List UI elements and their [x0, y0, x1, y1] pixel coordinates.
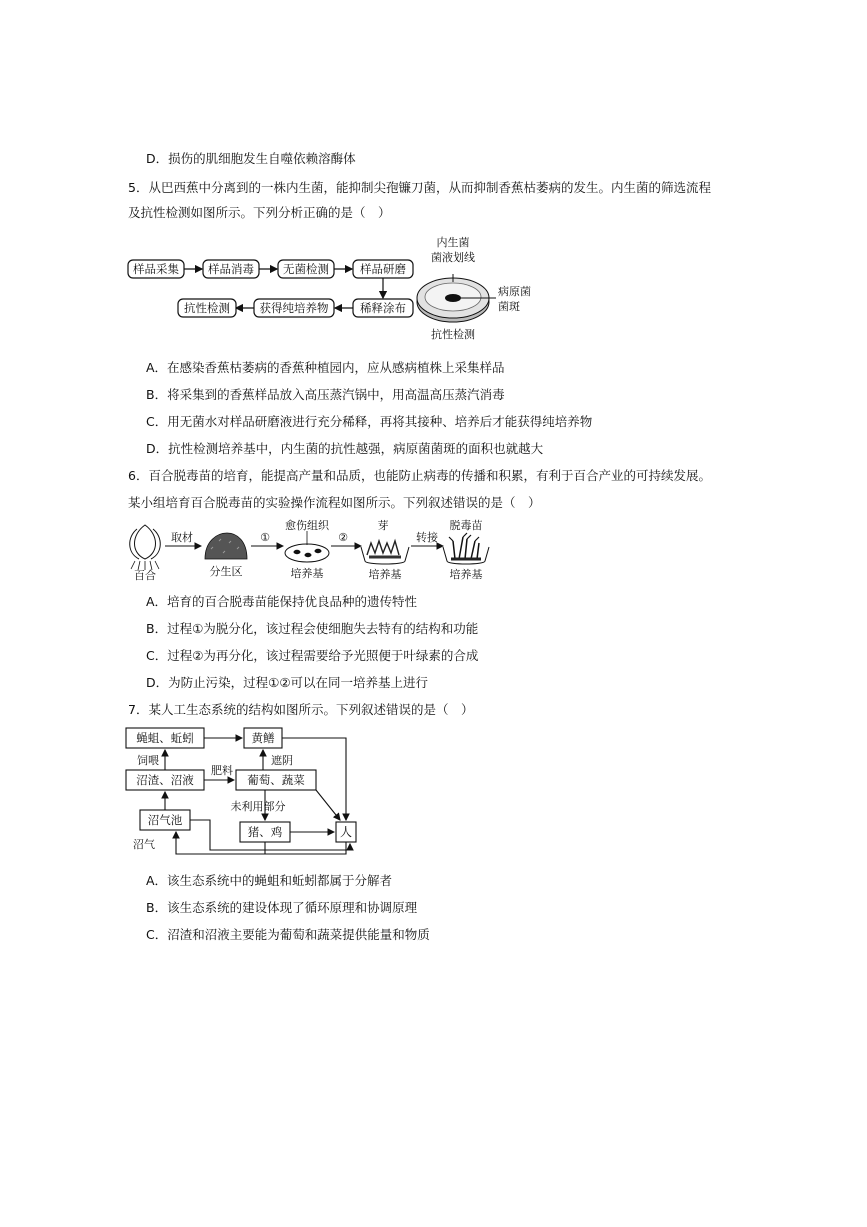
q6-label-step1: ① [260, 531, 270, 544]
q6-option-c: C．过程②为再分化，该过程需要给予光照便于叶绿素的合成 [146, 648, 479, 663]
svg-text:抗性检测: 抗性检测 [184, 301, 230, 315]
q5-pathogen-spot [445, 294, 461, 302]
q6-label-lily: 百合 [134, 569, 156, 582]
lily-bulb-icon [130, 525, 161, 570]
svg-text:猪、鸡: 猪、鸡 [247, 825, 283, 839]
q5-dish-label-right1: 病原菌 [498, 285, 531, 298]
q6-figure [125, 519, 495, 584]
q5-stem-line1: 5．从巴西蕉中分离到的一株内生菌，能抑制尖孢镰刀菌，从而抑制香蕉枯萎病的发生。内生菌的筛选流程 [128, 180, 711, 195]
q7-label-feed: 饲喂 [137, 754, 159, 767]
q6-option-b: B．过程①为脱分化，该过程会使细胞失去特有的结构和功能 [146, 621, 479, 636]
meristem-tissue-icon [205, 533, 247, 559]
q5-flow-step7 [178, 299, 236, 317]
q5-option-b: B．将采集到的香蕉样品放入高压蒸汽锅中，用高温高压蒸汽消毒 [146, 387, 505, 402]
q7-label-unused: 未利用部分 [230, 800, 286, 813]
q7-option-a: A．该生态系统中的蝇蛆和蚯蚓都属于分解者 [146, 873, 393, 888]
svg-text:样品研磨: 样品研磨 [360, 262, 406, 276]
q7-stem: 7．某人工生态系统的结构如图所示。下列叙述错误的是（ ） [128, 702, 474, 717]
q5-flow-step1 [128, 260, 184, 278]
q7-box-slurry [126, 770, 204, 790]
q7-option-c: C．沼渣和沼液主要能为葡萄和蔬菜提供能量和物质 [146, 927, 430, 942]
q5-option-a: A．在感染香蕉枯萎病的香蕉种植园内，应从感病植株上采集样品 [146, 360, 505, 375]
q7-label-biogas: 沼气 [133, 838, 155, 851]
q4-option-d: D．损伤的肌细胞发生自噬依赖溶酶体 [146, 151, 356, 166]
svg-text:人: 人 [339, 825, 353, 839]
q5-stem-line2: 及抗性检测如图所示。下列分析正确的是（ ） [128, 205, 391, 220]
svg-text:葡萄、蔬菜: 葡萄、蔬菜 [247, 773, 305, 787]
q5-dish-label-right2: 菌斑 [498, 300, 520, 313]
q7-box-human [336, 822, 356, 842]
q7-box-pig [240, 822, 290, 842]
q5-flow-step4 [353, 260, 413, 278]
svg-text:沼渣、沼液: 沼渣、沼液 [136, 773, 194, 787]
q5-figure [120, 232, 531, 347]
q5-flow-step5 [353, 299, 413, 317]
q7-box-pool [140, 810, 190, 830]
q6-stem-line2: 某小组培育百合脱毒苗的实验操作流程如图所示。下列叙述错误的是（ ） [128, 495, 541, 510]
q5-flow-step6 [254, 299, 334, 317]
q6-option-a: A．培育的百合脱毒苗能保持优良品种的遗传特性 [146, 594, 418, 609]
q7-figure [120, 722, 370, 862]
q6-label-seedling: 脱毒苗 [449, 519, 483, 532]
q5-flow-step2 [203, 260, 259, 278]
q5-dish-label-top1: 内生菌 [436, 236, 470, 249]
svg-text:蝇蛆、蚯蚓: 蝇蛆、蚯蚓 [136, 731, 194, 745]
svg-text:样品消毒: 样品消毒 [208, 262, 254, 276]
q7-box-eel [244, 728, 282, 748]
petri-dish-seedling-icon [443, 533, 489, 564]
q5-option-c: C．用无菌水对样品研磨液进行充分稀释，再将其接种、培养后才能获得纯培养物 [146, 414, 593, 429]
svg-text:获得纯培养物: 获得纯培养物 [259, 301, 329, 315]
petri-dish-bud-icon [361, 541, 409, 564]
q7-label-shade: 遮阴 [271, 754, 293, 767]
q6-stem-line1: 6．百合脱毒苗的培育，能提高产量和品质，也能防止病毒的传播和积累，有利于百合产业的可持续发展。 [128, 468, 711, 483]
svg-text:样品采集: 样品采集 [133, 262, 179, 276]
q5-flow-step3 [278, 260, 334, 278]
q7-box-maggot [126, 728, 204, 748]
q6-label-transfer: 转接 [416, 531, 438, 544]
q6-label-callus: 愈伤组织 [285, 519, 329, 532]
q5-option-d: D．抗性检测培养基中，内生菌的抗性越强，病原菌菌斑的面积也就越大 [146, 441, 544, 456]
svg-text:无菌检测: 无菌检测 [283, 262, 329, 276]
q6-label-fen: 分生区 [209, 565, 243, 578]
q7-label-fertilizer: 肥料 [211, 764, 233, 777]
q6-label-dish3: 培养基 [449, 568, 483, 581]
q6-label-step2: ② [338, 531, 348, 544]
q7-box-grape [236, 770, 316, 790]
petri-dish-callus-icon [285, 531, 329, 562]
q6-label-dish1: 培养基 [290, 567, 324, 580]
q5-petri-dish [417, 274, 496, 322]
q5-dish-label-bottom: 抗性检测 [431, 328, 475, 341]
svg-text:沼气池: 沼气池 [147, 813, 183, 827]
q6-label-bud: 芽 [377, 519, 389, 532]
q7-option-b: B．该生态系统的建设体现了循环原理和协调原理 [146, 900, 418, 915]
q6-label-take: 取材 [171, 531, 193, 544]
svg-text:稀释涂布: 稀释涂布 [360, 301, 406, 315]
q6-option-d: D．为防止污染，过程①②可以在同一培养基上进行 [146, 675, 429, 690]
q5-dish-label-top2: 菌液划线 [431, 251, 475, 264]
svg-text:黄鳝: 黄鳝 [251, 731, 275, 745]
q6-label-dish2: 培养基 [368, 568, 402, 581]
